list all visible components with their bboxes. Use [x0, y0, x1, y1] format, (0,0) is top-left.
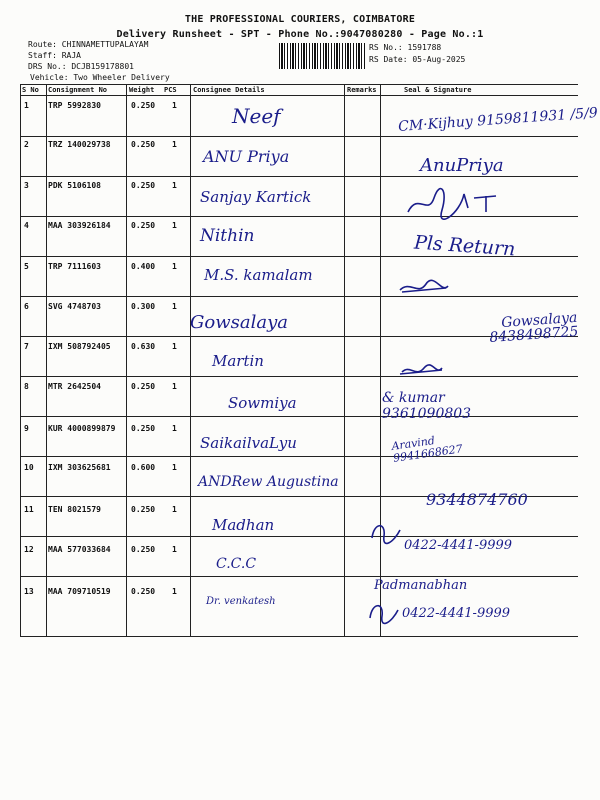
- weight-value: 0.250: [131, 545, 156, 554]
- consignment-number: MAA 303926184: [48, 221, 111, 230]
- pieces-count: 1: [172, 342, 177, 351]
- signature-handwritten: Padmanabhan: [374, 578, 468, 593]
- signature-handwritten: 9344874760: [426, 490, 528, 509]
- pieces-count: 1: [172, 545, 177, 554]
- consignee-handwritten: Gowsalaya: [190, 312, 288, 333]
- weight-value: 0.250: [131, 424, 156, 433]
- row-divider: [20, 176, 578, 177]
- consignment-number: IXM 303625681: [48, 463, 111, 472]
- scribble-signature-icon: [398, 362, 448, 382]
- signature-handwritten: Gowsalaya 8438498725: [488, 309, 579, 346]
- column-header: PCS: [164, 86, 177, 94]
- consignee-handwritten: Dr. venkatesh: [206, 596, 276, 607]
- col-divider: [20, 84, 21, 636]
- row-serial: 2: [24, 140, 29, 149]
- consignment-number: MTR 2642504: [48, 382, 101, 391]
- pieces-count: 1: [172, 302, 177, 311]
- row-serial: 9: [24, 424, 29, 433]
- signature-handwritten: & kumar 9361090803: [382, 390, 472, 422]
- col-divider: [190, 84, 191, 636]
- row-divider: [20, 536, 578, 537]
- pieces-count: 1: [172, 140, 177, 149]
- staff-label: Staff: RAJA: [28, 51, 81, 60]
- weight-value: 0.250: [131, 101, 156, 110]
- row-serial: 12: [24, 545, 34, 554]
- weight-value: 0.400: [131, 262, 156, 271]
- weight-value: 0.300: [131, 302, 156, 311]
- table-top-border: [20, 84, 578, 85]
- consignee-handwritten: Sanjay Kartick: [200, 188, 312, 206]
- column-header: Weight: [129, 86, 155, 94]
- col-divider: [380, 84, 381, 636]
- row-divider: [20, 296, 578, 297]
- consignment-number: PDK 5106108: [48, 181, 101, 190]
- consignee-handwritten: Nithin: [200, 226, 255, 246]
- col-divider: [344, 84, 345, 636]
- row-divider: [20, 576, 578, 577]
- consignment-number: KUR 4000899879: [48, 424, 116, 433]
- company-title: THE PROFESSIONAL COURIERS, COIMBATORE: [184, 14, 416, 25]
- consignee-handwritten: ANU Priya: [203, 147, 290, 166]
- row-divider: [20, 456, 578, 457]
- row-divider: [20, 376, 578, 377]
- consignment-number: SVG 4748703: [48, 302, 101, 311]
- row-serial: 3: [24, 181, 29, 190]
- signature-handwritten: 0422-4441-9999: [402, 606, 511, 621]
- scribble-signature-icon: [404, 186, 514, 220]
- row-serial: 6: [24, 302, 29, 311]
- column-header: Seal & Signature: [404, 86, 472, 94]
- row-serial: 1: [24, 101, 29, 110]
- weight-value: 0.630: [131, 342, 156, 351]
- consignment-number: TRZ 140029738: [48, 140, 111, 149]
- row-serial: 8: [24, 382, 29, 391]
- route-label: Route: CHINNAMETTUPALAYAM: [28, 40, 149, 49]
- row-serial: 4: [24, 221, 29, 230]
- signature-handwritten: Pls Return: [413, 231, 517, 261]
- drs-number: DRS No.: DCJB159178801: [28, 62, 134, 71]
- scribble-signature-icon: [366, 598, 402, 626]
- signature-handwritten: CM·Kijhuy 9159811931 /5/9: [397, 105, 599, 135]
- consignee-handwritten: ANDRew Augustina: [198, 474, 339, 490]
- weight-value: 0.250: [131, 382, 156, 391]
- scribble-signature-icon: [368, 518, 404, 546]
- weight-value: 0.600: [131, 463, 156, 472]
- col-divider: [46, 84, 47, 636]
- rs-number: RS No.: 1591788: [369, 43, 442, 52]
- row-serial: 10: [24, 463, 34, 472]
- pieces-count: 1: [172, 221, 177, 230]
- consignment-number: MAA 577033684: [48, 545, 111, 554]
- scribble-signature-icon: [396, 276, 456, 300]
- signature-handwritten: 0422-4441-9999: [404, 538, 513, 553]
- pieces-count: 1: [172, 262, 177, 271]
- consignee-handwritten: M.S. kamalam: [204, 266, 313, 284]
- vehicle-label: Vehicle: Two Wheeler Delivery: [30, 73, 170, 82]
- row-divider: [20, 136, 578, 137]
- signature-handwritten: Aravind 9941668627: [390, 434, 464, 465]
- row-serial: 11: [24, 505, 34, 514]
- pieces-count: 1: [172, 382, 177, 391]
- pieces-count: 1: [172, 463, 177, 472]
- consignment-number: IXM 508792405: [48, 342, 111, 351]
- consignment-number: MAA 709710519: [48, 587, 111, 596]
- table-bottom-border: [20, 636, 578, 637]
- pieces-count: 1: [172, 587, 177, 596]
- weight-value: 0.250: [131, 181, 156, 190]
- consignment-number: TEN 8021579: [48, 505, 101, 514]
- runsheet-subtitle: Delivery Runsheet - SPT - Phone No.:9047080280 - Page No.:1: [116, 29, 484, 40]
- consignment-number: TRP 7111603: [48, 262, 101, 271]
- rs-date: RS Date: 05-Aug-2025: [369, 55, 466, 64]
- consignee-handwritten: SaikailvaLyu: [200, 434, 297, 452]
- col-divider: [126, 84, 127, 636]
- pieces-count: 1: [172, 424, 177, 433]
- column-header: Remarks: [347, 86, 377, 94]
- table-header-border: [20, 95, 578, 96]
- weight-value: 0.250: [131, 505, 156, 514]
- consignment-number: TRP 5992830: [48, 101, 101, 110]
- pieces-count: 1: [172, 505, 177, 514]
- consignee-handwritten: Martin: [212, 352, 264, 370]
- consignee-handwritten: Sowmiya: [228, 394, 297, 412]
- row-serial: 7: [24, 342, 29, 351]
- consignee-handwritten: C.C.C: [216, 556, 257, 572]
- column-header: Consignee Details: [193, 86, 265, 94]
- consignee-handwritten: Neef: [232, 104, 281, 128]
- pieces-count: 1: [172, 181, 177, 190]
- barcode-image: [279, 43, 365, 69]
- column-header: S No: [22, 86, 39, 94]
- row-serial: 13: [24, 587, 34, 596]
- weight-value: 0.250: [131, 140, 156, 149]
- weight-value: 0.250: [131, 221, 156, 230]
- pieces-count: 1: [172, 101, 177, 110]
- row-serial: 5: [24, 262, 29, 271]
- consignee-handwritten: Madhan: [212, 516, 275, 534]
- column-header: Consignment No: [48, 86, 108, 94]
- signature-handwritten: AnuPriya: [420, 155, 504, 176]
- weight-value: 0.250: [131, 587, 156, 596]
